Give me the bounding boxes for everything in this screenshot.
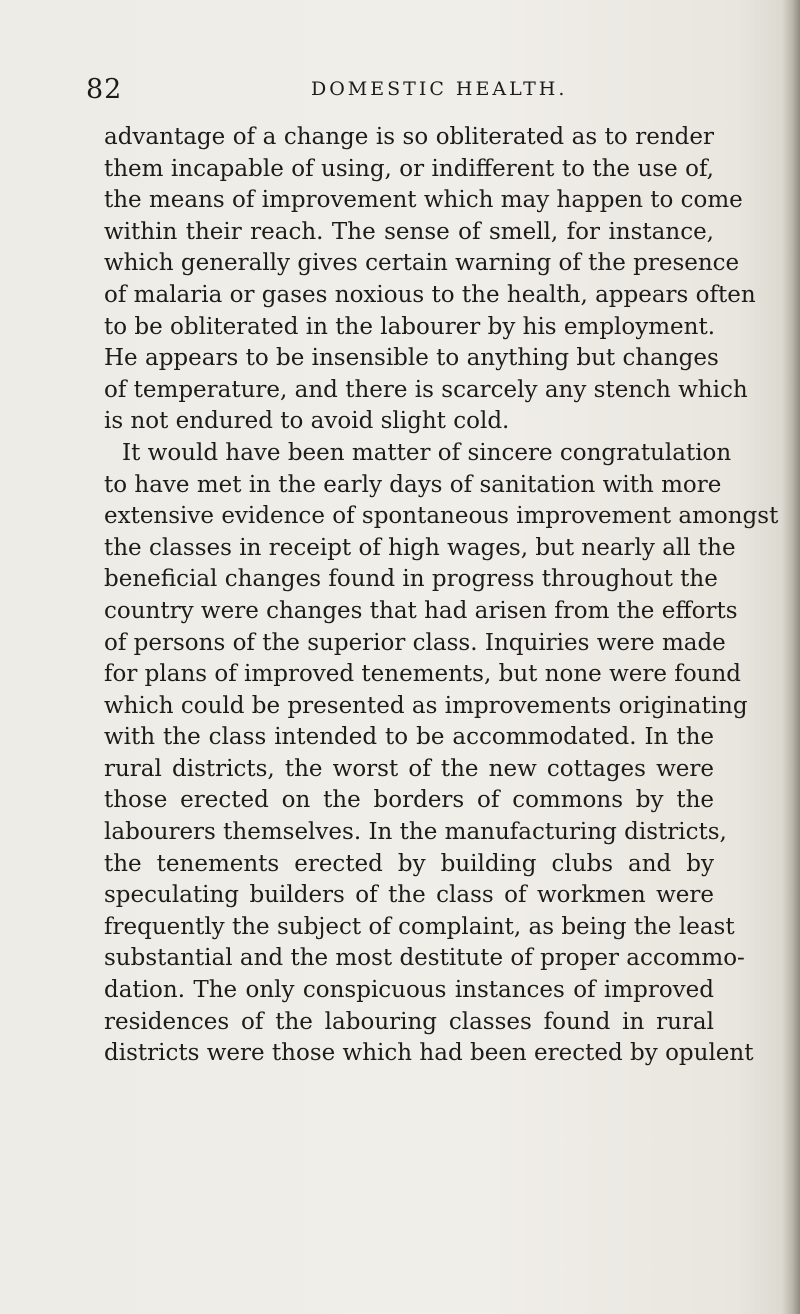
text-line: which generally gives certain warning of the presence [104, 250, 740, 277]
text-line: the classes in receipt of high wages, but nearly all the [104, 534, 736, 561]
text-line: He appears to be insensible to anything but changes [104, 345, 719, 372]
paragraph-1 [104, 122, 756, 438]
text-line: speculating builders of the class of workmen were [104, 882, 714, 909]
text-line: which could be presented as improvements originating [104, 692, 748, 719]
text-line: districts were those which had been erected by opulent [104, 1040, 754, 1067]
body-text [104, 122, 779, 1070]
text-line: labourers themselves. In the manufacturing districts, [104, 819, 727, 846]
text-line: within their reach. The sense of smell, for instance, [104, 218, 714, 245]
text-line: beneficial changes found in progress throughout the [104, 566, 718, 593]
text-line: the tenements erected by building clubs and by [104, 850, 714, 877]
text-line: substantial and the most destitute of proper accommo- [104, 945, 745, 972]
text-line: extensive evidence of spontaneous improvement amongst [104, 503, 779, 530]
text-line: of persons of the superior class. Inquiries were made [104, 629, 726, 656]
text-line: them incapable of using, or indifferent to the use of, [104, 155, 714, 182]
text-line: of temperature, and there is scarcely any stench which [104, 376, 748, 403]
text-line: It would have been matter of sincere congratulation [122, 439, 732, 466]
page-number: 82 [86, 74, 123, 105]
text-line: dation. The only conspicuous instances of improved [104, 977, 714, 1004]
running-head: DOMESTIC HEALTH. [311, 78, 568, 100]
page-header [86, 74, 726, 108]
page-edge-shadow [782, 0, 800, 1314]
text-line: country were changes that had arisen from the efforts [104, 597, 738, 624]
paragraph-2 [104, 438, 779, 1070]
text-line: to be obliterated in the labourer by his employment. [104, 313, 716, 340]
text-line: with the class intended to be accommodated. In the [104, 724, 714, 751]
text-line: advantage of a change is so obliterated as to render [104, 124, 714, 150]
text-line: rural districts, the worst of the new cottages were [104, 755, 714, 782]
text-line: of malaria or gases noxious to the health, appears often [104, 281, 756, 308]
text-line: for plans of improved tenements, but none were found [104, 661, 742, 688]
text-line: to have met in the early days of sanitation with more [104, 471, 722, 498]
text-line: residences of the labouring classes found in rural [104, 1008, 714, 1035]
text-line: the means of improvement which may happen to come [104, 187, 743, 214]
text-line: those erected on the borders of commons by the [104, 787, 714, 814]
text-line: frequently the subject of complaint, as being the least [104, 913, 735, 940]
text-line: is not endured to avoid slight cold. [104, 408, 510, 435]
